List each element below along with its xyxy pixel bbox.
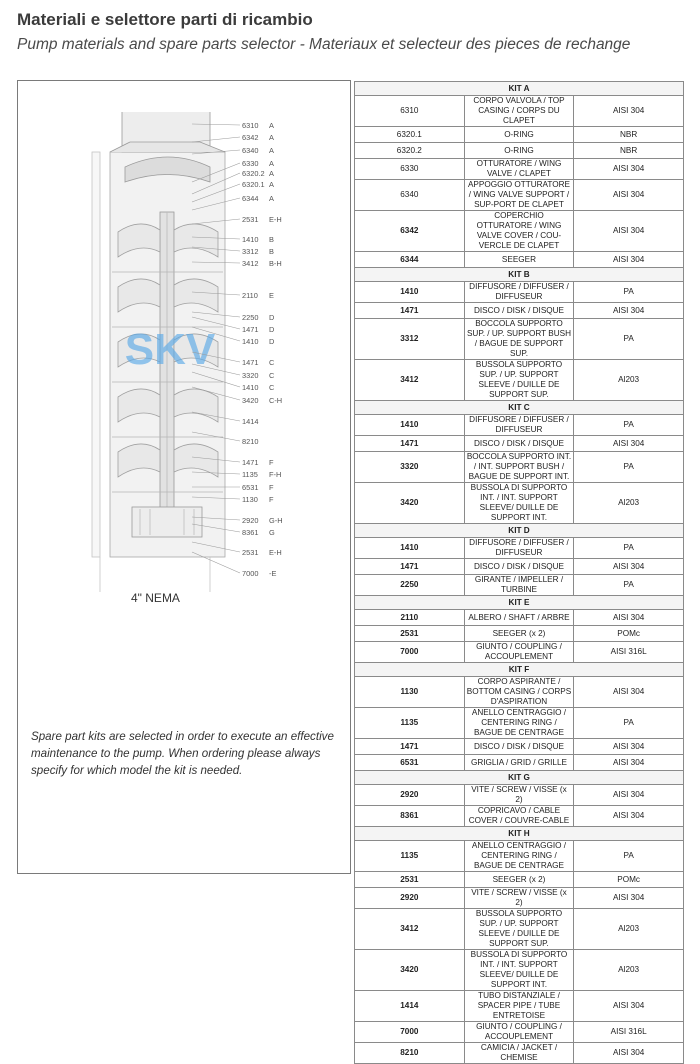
callout-code: 6342 [242,133,259,142]
callout-code: 2110 [242,291,258,300]
part-code: 6340 [355,180,465,211]
callout-code: 1471 [242,358,259,367]
part-material: AISI 304 [574,991,684,1022]
part-material: AISI 304 [574,785,684,806]
part-row [355,319,684,360]
callout-kit: D [269,325,275,334]
callout-kit: A [269,159,274,168]
callout-kit: A [269,180,274,189]
watermark: SKV [124,325,216,374]
kit-header-row [355,663,684,677]
part-description: APPOGGIO OTTURATORE / WING VALVE SUPPORT / SUP-PORT DE CLAPET [464,180,574,211]
part-description: ALBERO / SHAFT / ARBRE [464,610,574,626]
callout-code: 6320.1 [242,180,265,189]
part-material: AISI 304 [574,252,684,268]
part-material: Al203 [574,483,684,524]
part-code: 7000 [355,642,465,663]
part-row [355,303,684,319]
part-code: 6320.1 [355,127,465,143]
part-description: DIFFUSORE / DIFFUSER / DIFFUSEUR [464,415,574,436]
callout-code: 2250 [242,313,259,322]
callout-kit: A [269,133,274,142]
part-description: DIFFUSORE / DIFFUSER / DIFFUSEUR [464,538,574,559]
part-material: AISI 304 [574,180,684,211]
part-description: BUSSOLA DI SUPPORTO INT. / INT. SUPPORT SLEEVE/ DUILLE DE SUPPORT INT. [464,950,574,991]
kit-header-row [355,596,684,610]
part-description: BUSSOLA DI SUPPORTO INT. / INT. SUPPORT SLEEVE/ DUILLE DE SUPPORT INT. [464,483,574,524]
part-row [355,538,684,559]
part-row [355,626,684,642]
callout-kit: F-H [269,470,282,479]
part-material: NBR [574,127,684,143]
kit-title: KIT G [355,771,684,785]
part-material: PA [574,452,684,483]
callout-kit: E-H [269,215,282,224]
callout-code: 1471 [242,458,259,467]
part-description: CORPO VALVOLA / TOP CASING / CORPS DU CLAPET [464,96,574,127]
part-code: 1410 [355,415,465,436]
callout-code: 6531 [242,483,259,492]
callout-code: 6320.2 [242,169,265,178]
kit-title: KIT D [355,524,684,538]
note-text: Spare part kits are selected in order to execute an effective maintenance to the pump. When ordering please always specify for which model the kit is needed. [31,730,334,777]
part-row [355,708,684,739]
part-row [355,127,684,143]
part-code: 1471 [355,559,465,575]
callout-code: 3312 [242,247,259,256]
part-code: 1410 [355,538,465,559]
spare-parts-table [354,81,684,1064]
part-code: 2250 [355,575,465,596]
callout-kit: C [269,358,275,367]
part-row [355,575,684,596]
callout-kit: C [269,371,275,380]
part-material: AISI 304 [574,96,684,127]
callout-code: 6344 [242,194,259,203]
callout-kit: A [269,121,274,130]
part-material: POMc [574,872,684,888]
part-description: COPRICAVO / CABLE COVER / COUVRE-CABLE [464,806,574,827]
kit-header-row [355,771,684,785]
part-code: 2531 [355,626,465,642]
part-code: 6531 [355,755,465,771]
callout-kit: A [269,169,274,178]
callout-code: 8361 [242,528,259,537]
part-description: DISCO / DISK / DISQUE [464,303,574,319]
part-code: 8210 [355,1043,465,1064]
part-code: 1414 [355,991,465,1022]
part-code: 3412 [355,909,465,950]
part-material: AISI 316L [574,642,684,663]
part-row [355,1043,684,1064]
kit-header-row [355,524,684,538]
part-code: 1471 [355,303,465,319]
part-material: AISI 304 [574,559,684,575]
part-description: OTTURATORE / WING VALVE / CLAPET [464,159,574,180]
callout-kit: C-H [269,396,283,405]
callout-code: 1130 [242,495,258,504]
callout-kit: F [269,458,274,467]
part-description: COPERCHIO OTTURATORE / WING VALVE COVER / COU-VERCLE DE CLAPET [464,211,574,252]
part-material: PA [574,282,684,303]
part-row [355,991,684,1022]
part-row [355,559,684,575]
part-description: DIFFUSORE / DIFFUSER / DIFFUSEUR [464,282,574,303]
part-code: 3420 [355,483,465,524]
part-description: SEEGER [464,252,574,268]
part-description: VITE / SCREW / VISSE (x 2) [464,888,574,909]
part-material: AISI 304 [574,888,684,909]
part-description: CORPO ASPIRANTE / BOTTOM CASING / CORPS D'ASPIRATION [464,677,574,708]
part-material: PA [574,538,684,559]
part-row [355,159,684,180]
part-material: AISI 304 [574,806,684,827]
part-description: CAMICIA / JACKET / CHEMISE [464,1043,574,1064]
callout-kit: B [269,247,274,256]
part-row [355,252,684,268]
part-material: AISI 304 [574,303,684,319]
callout-code: 7000 [242,569,259,578]
part-code: 1410 [355,282,465,303]
part-code: 6330 [355,159,465,180]
part-code: 6342 [355,211,465,252]
part-description: DISCO / DISK / DISQUE [464,436,574,452]
part-material: AISI 304 [574,436,684,452]
part-row [355,360,684,401]
part-description: BOCCOLA SUPPORTO SUP. / UP. SUPPORT BUSH / BAGUE DE SUPPORT SUP. [464,319,574,360]
callout-kit: E [269,291,274,300]
part-material: Al203 [574,950,684,991]
part-material: PA [574,708,684,739]
part-row [355,415,684,436]
part-row [355,610,684,626]
part-material: PA [574,575,684,596]
part-material: AISI 304 [574,755,684,771]
callout-code: 3412 [242,259,259,268]
part-code: 6310 [355,96,465,127]
part-row [355,211,684,252]
callout-code: 1414 [242,417,259,426]
part-material: AISI 316L [574,1022,684,1043]
part-code: 1135 [355,841,465,872]
part-code: 6320.2 [355,143,465,159]
callout-code: 3320 [242,371,259,380]
part-code: 2110 [355,610,465,626]
part-row [355,785,684,806]
callout-kit: F [269,483,274,492]
part-description: O-RING [464,127,574,143]
callout-code: 2531 [242,215,259,224]
part-description: TUBO DISTANZIALE / SPACER PIPE / TUBE ENTRETOISE [464,991,574,1022]
callout-code: 6330 [242,159,259,168]
part-material: AISI 304 [574,211,684,252]
callout-kit: -E [269,569,277,578]
part-description: GIUNTO / COUPLING / ACCOUPLEMENT [464,1022,574,1043]
kit-title: KIT C [355,401,684,415]
callout-kit: E-H [269,548,282,557]
part-row [355,180,684,211]
part-row [355,888,684,909]
callout-code: 1471 [242,325,259,334]
callout-code: 8210 [242,437,259,446]
callout-kit: A [269,194,274,203]
part-material: AISI 304 [574,159,684,180]
callout-code: 6310 [242,121,259,130]
part-description: VITE / SCREW / VISSE (x 2) [464,785,574,806]
part-description: BUSSOLA SUPPORTO SUP. / UP. SUPPORT SLEEVE / DUILLE DE SUPPORT SUP. [464,360,574,401]
callout-code: 1410 [242,235,259,244]
part-material: Al203 [574,360,684,401]
part-row [355,806,684,827]
part-row [355,677,684,708]
part-description: ANELLO CENTRAGGIO / CENTERING RING / BAGUE DE CENTRAGE [464,841,574,872]
part-row [355,282,684,303]
part-description: DISCO / DISK / DISQUE [464,559,574,575]
part-description: BOCCOLA SUPPORTO INT. / INT. SUPPORT BUSH / BAGUE DE SUPPORT INT. [464,452,574,483]
part-row [355,642,684,663]
part-row [355,483,684,524]
part-material: AISI 304 [574,1043,684,1064]
part-row [355,739,684,755]
part-description: DISCO / DISK / DISQUE [464,739,574,755]
part-code: 1471 [355,739,465,755]
callout-code: 1410 [242,383,259,392]
part-code: 1130 [355,677,465,708]
callout-code: 1135 [242,470,258,479]
part-description: GRIGLIA / GRID / GRILLE [464,755,574,771]
part-code: 1471 [355,436,465,452]
callout-code: 2920 [242,516,259,525]
part-description: GIRANTE / IMPELLER / TURBINE [464,575,574,596]
part-code: 1135 [355,708,465,739]
callout-kit: G-H [269,516,283,525]
part-code: 8361 [355,806,465,827]
callout-kit: B-H [269,259,282,268]
part-code: 3412 [355,360,465,401]
part-description: ANELLO CENTRAGGIO / CENTERING RING / BAGUE DE CENTRAGE [464,708,574,739]
callout-kit: C [269,383,275,392]
part-material: NBR [574,143,684,159]
part-code: 2920 [355,888,465,909]
callout-kit: D [269,313,275,322]
kit-header-row [355,268,684,282]
part-code: 2531 [355,872,465,888]
callout-kit: G [269,528,275,537]
part-row [355,872,684,888]
kit-header-row [355,401,684,415]
part-row [355,909,684,950]
part-row [355,452,684,483]
part-material: AISI 304 [574,739,684,755]
part-code: 6344 [355,252,465,268]
part-material: POMc [574,626,684,642]
part-material: Al203 [574,909,684,950]
callout-kit: A [269,146,274,155]
kit-header-row [355,82,684,96]
kit-title: KIT F [355,663,684,677]
part-row [355,841,684,872]
kit-header-row [355,827,684,841]
page-subtitle: Pump materials and spare parts selector - Materiaux et selecteur des pieces de rechange [17,36,631,53]
part-code: 2920 [355,785,465,806]
part-material: AISI 304 [574,610,684,626]
part-description: GIUNTO / COUPLING / ACCOUPLEMENT [464,642,574,663]
part-row [355,1022,684,1043]
part-row [355,436,684,452]
callout-code: 6340 [242,146,259,155]
part-code: 3420 [355,950,465,991]
page-title: Materiali e selettore parti di ricambio [17,10,313,29]
callout-code: 1410 [242,337,259,346]
callout-kit: D [269,337,275,346]
callout-code: 2531 [242,548,259,557]
part-material: PA [574,841,684,872]
part-code: 3320 [355,452,465,483]
model-label: 4" NEMA [131,591,180,605]
part-description: O-RING [464,143,574,159]
pump-diagram [70,112,300,592]
callout-kit: B [269,235,274,244]
part-description: SEEGER (x 2) [464,872,574,888]
part-material: PA [574,415,684,436]
kit-title: KIT B [355,268,684,282]
part-row [355,755,684,771]
callout-kit: F [269,495,274,504]
part-row [355,96,684,127]
part-material: PA [574,319,684,360]
part-code: 7000 [355,1022,465,1043]
part-row [355,143,684,159]
callout-code: 3420 [242,396,259,405]
part-material: AISI 304 [574,677,684,708]
kit-title: KIT E [355,596,684,610]
part-code: 3312 [355,319,465,360]
kit-title: KIT H [355,827,684,841]
kit-title: KIT A [355,82,684,96]
part-description: SEEGER (x 2) [464,626,574,642]
part-row [355,950,684,991]
part-description: BUSSOLA SUPPORTO SUP. / UP. SUPPORT SLEEVE / DUILLE DE SUPPORT SUP. [464,909,574,950]
